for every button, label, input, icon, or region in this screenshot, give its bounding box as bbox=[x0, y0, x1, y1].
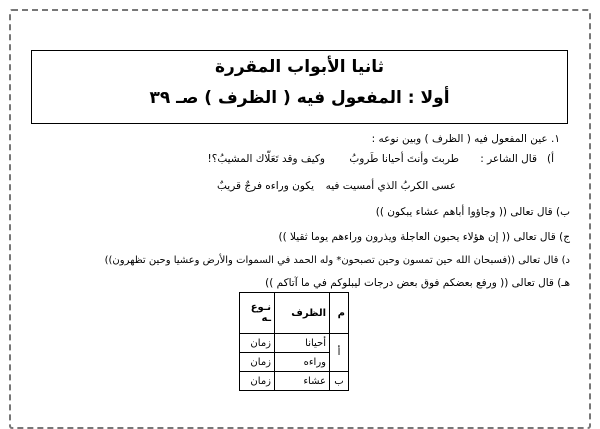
question-number: ١. عين المفعول فيه ( الظرف ) وبين نوعه : bbox=[371, 133, 560, 145]
table-header-row bbox=[240, 293, 349, 334]
header-zarf: الظرف bbox=[275, 293, 330, 334]
row-zarf: عشاء bbox=[275, 372, 330, 391]
section-title: ثانيا الأبواب المقررة bbox=[215, 57, 384, 77]
lesson-title: أولا : المفعول فيه ( الظرف ) صـ ٣٩ bbox=[149, 88, 450, 108]
item-a-label: أ) bbox=[546, 153, 554, 165]
answer-table bbox=[239, 292, 349, 391]
verse2-first-half: عسى الكربُ الذي أمسيت فيه bbox=[325, 180, 456, 192]
item-a-intro: قال الشاعر : bbox=[480, 153, 537, 165]
row-type: زمان bbox=[240, 372, 275, 391]
row-zarf: أحيانا bbox=[275, 334, 330, 353]
header-type-line2: ـه bbox=[261, 313, 271, 324]
item-b: ب) قال تعالى (( وجاؤوا أباهم عشاء يبكون )) bbox=[375, 206, 570, 218]
item-c: ج) قال تعالى (( إن هؤلاء يحبون العاجلة ويذرون وراءهم يوما ثقيلا )) bbox=[278, 231, 570, 243]
verse2-second-half: يكون وراءه فرجٌ قريبٌ bbox=[216, 180, 314, 192]
item-e: هـ) قال تعالى (( ورفع بعضكم فوق بعض درجات ليبلوكم في ما آتاكم )) bbox=[265, 277, 570, 289]
verse1-first-half: طربتَ وأنتَ أحيانا طَروبُ bbox=[349, 153, 459, 165]
header-type bbox=[240, 293, 275, 334]
row-m: ب bbox=[330, 372, 349, 391]
row-type: زمان bbox=[240, 353, 275, 372]
table-row bbox=[240, 372, 349, 391]
row-type: زمان bbox=[240, 334, 275, 353]
header-type-line1: نـوع bbox=[250, 302, 271, 313]
table-row bbox=[240, 334, 349, 353]
row-m: أ bbox=[330, 334, 349, 372]
row-zarf: وراءه bbox=[275, 353, 330, 372]
verse1-second-half: وكيف وقد تَعَلّاك المشيبُ؟! bbox=[207, 153, 325, 165]
header-m: م bbox=[330, 293, 349, 334]
item-d: د) قال تعالى ((فسبحان الله حين تمسون وحين تصبحون* وله الحمد في السموات والأرض وعشيا وحين تظهرون)) bbox=[104, 255, 570, 266]
